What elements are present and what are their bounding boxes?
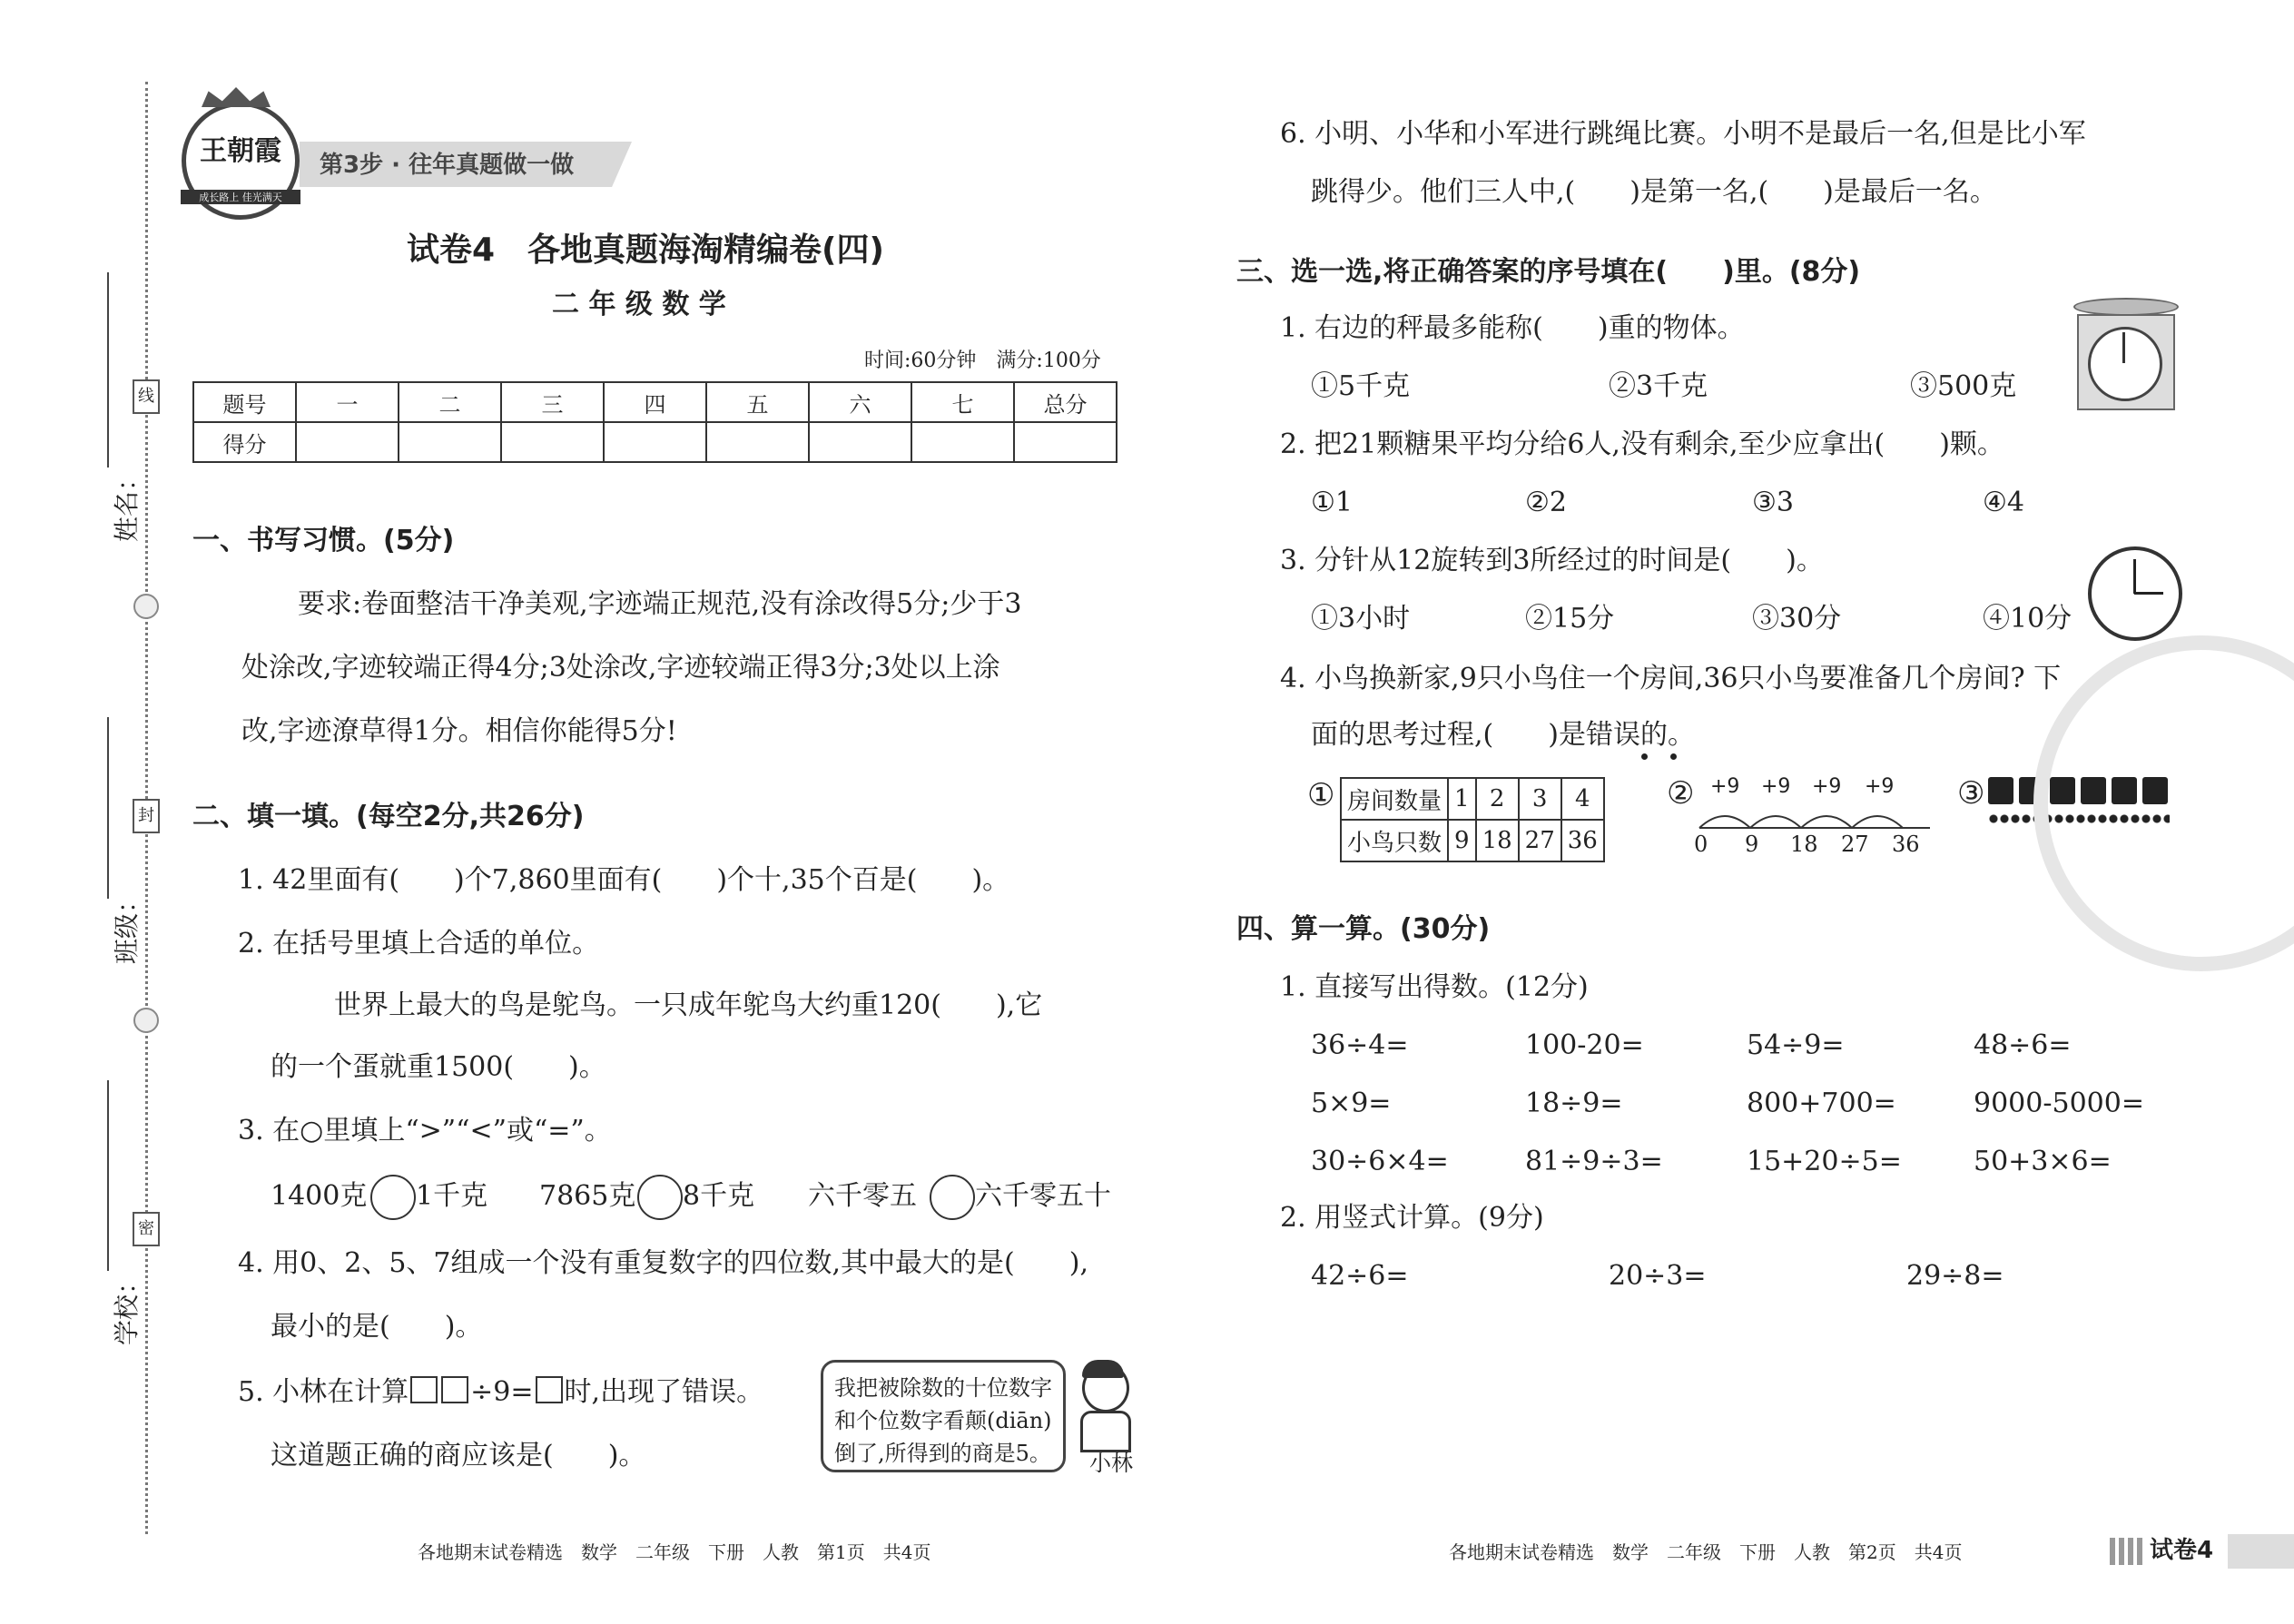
table-cell: 2 [1476, 778, 1519, 820]
brand-logo [182, 102, 300, 220]
s3-q3-opt: ③30分 [1752, 603, 1842, 635]
s4-q2: 2. 用竖式计算。(9分) [1280, 1202, 1544, 1234]
step-label: +9 [1865, 775, 1895, 798]
table-cell: 4 [1561, 778, 1604, 820]
binding-hole [133, 594, 159, 619]
s2-q6-line2: 跳得少。他们三人中,( )是第一名,( )是最后一名。 [1311, 176, 1997, 208]
table-cell: 18 [1476, 820, 1519, 861]
s2-q2-line2: 的一个蛋就重1500( )。 [271, 1051, 606, 1083]
score-header-cell: 六 [809, 382, 911, 422]
number-line-diagram [1692, 773, 1937, 864]
table-cell: 1 [1448, 778, 1476, 820]
score-input-cell[interactable] [911, 422, 1014, 462]
compare-circle[interactable] [637, 1175, 683, 1220]
s2-q4-line1: 4. 用0、2、5、7组成一个没有重复数字的四位数,其中最大的是( ), [238, 1247, 1088, 1279]
boy-character-icon [1071, 1360, 1135, 1451]
table-cell: 27 [1519, 820, 1561, 861]
s3-q4-line2: 面的思考过程,( )是错误的。 [1311, 719, 1695, 751]
s3-q3: 3. 分针从12旋转到3所经过的时间是( )。 [1280, 545, 1824, 576]
s3-q1: 1. 右边的秤最多能称( )重的物体。 [1280, 312, 1745, 344]
score-table-score-row [193, 422, 1117, 462]
score-input-cell[interactable] [501, 422, 604, 462]
bubble-line: 倒了,所得到的商是5。 [834, 1441, 1051, 1466]
watermark-seal [2033, 635, 2294, 971]
score-header-cell: 四 [604, 382, 706, 422]
score-input-cell[interactable] [1014, 422, 1117, 462]
s2-q3-item1-left: 1400克 [271, 1180, 368, 1212]
page-title: 试卷4 各地真题海淘精编卷(四) [407, 231, 884, 269]
name-label: 姓名： [112, 465, 143, 543]
calc-item: 36÷4= [1311, 1029, 1409, 1061]
table-cell: 3 [1519, 778, 1561, 820]
dot-group-icon [1988, 777, 2013, 804]
section2-heading: 二、填一填。(每空2分,共26分) [192, 801, 585, 832]
table-row-label: 小鸟只数 [1341, 820, 1448, 861]
s3-q3-opt: ②15分 [1525, 603, 1615, 635]
compare-circle[interactable] [370, 1175, 416, 1220]
score-row-label: 得分 [193, 422, 296, 462]
s2-q2-line1: 世界上最大的鸟是鸵鸟。一只成年鸵鸟大约重120( ),它 [334, 989, 1043, 1021]
exam-meta: 时间:60分钟 满分:100分 [864, 349, 1101, 372]
s3-q4-opt3-label: ③ [1957, 775, 1985, 812]
emphasis-dot [1670, 753, 1677, 760]
s3-q1-opt: ③500克 [1910, 370, 2017, 402]
footer-left: 各地期末试卷精选 数学 二年级 下册 人教 第1页 共4页 [418, 1541, 931, 1563]
footer-tag: 试卷4 [2150, 1537, 2214, 1564]
school-write-line [107, 1080, 109, 1271]
score-header-cell: 题号 [193, 382, 296, 422]
s2-q3-item1-right: 1千克 [416, 1180, 488, 1212]
score-table-header-row [193, 382, 1117, 422]
step-label: +9 [1812, 775, 1842, 798]
logo-subtext: 成长路上 佳光满天 [181, 190, 300, 204]
logo-text: 王朝霞 [200, 135, 281, 167]
score-header-cell: 七 [911, 382, 1014, 422]
page-subtitle: 二 年 级 数 学 [552, 289, 726, 320]
tick-label: 27 [1841, 832, 1869, 857]
score-header-cell: 二 [399, 382, 501, 422]
score-input-cell[interactable] [296, 422, 399, 462]
s3-q1-opt: ②3千克 [1609, 370, 1708, 402]
vertical-calc-item: 42÷6= [1311, 1260, 1409, 1292]
section1-line: 要求:卷面整洁干净美观,字迹端正规范,没有涂改得5分;少于3 [298, 588, 1022, 620]
score-input-cell[interactable] [399, 422, 501, 462]
vertical-calc-item: 29÷8= [1906, 1260, 2004, 1292]
table-cell: 9 [1448, 820, 1476, 861]
s3-q2-opt: ③3 [1752, 487, 1794, 518]
section1-line: 处涂改,字迹较端正得4分;3处涂改,字迹较端正得3分;3处以上涂 [241, 652, 1000, 684]
cut-mark-secret: 密 [133, 1212, 160, 1246]
step-label: +9 [1761, 775, 1791, 798]
s2-q5-op: ÷9= [470, 1376, 534, 1408]
bubble-line: 和个位数字看颠(diān) [834, 1408, 1052, 1433]
s2-q3-item3-left: 六千零五 [808, 1180, 917, 1212]
name-write-line [107, 272, 109, 468]
s3-q2-opt: ②2 [1525, 487, 1567, 518]
character-name: 小林 [1089, 1451, 1133, 1476]
step-label: 第3步 · 往年真题做一做 [320, 152, 575, 179]
calc-item: 54÷9= [1747, 1029, 1845, 1061]
section1-line: 改,字迹潦草得1分。相信你能得5分! [241, 715, 677, 747]
s2-q2: 2. 在括号里填上合适的单位。 [238, 928, 600, 960]
emphasis-dot [1641, 753, 1648, 760]
calc-item: 30÷6×4= [1311, 1146, 1449, 1177]
tick-label: 0 [1694, 832, 1708, 857]
score-header-cell: 五 [706, 382, 809, 422]
vertical-calc-item: 20÷3= [1609, 1260, 1707, 1292]
binding-hole [133, 1008, 159, 1033]
bubble-line: 我把被除数的十位数字 [834, 1375, 1052, 1401]
s2-q5-prefix: 5. 小林在计算 [238, 1376, 409, 1408]
tick-label: 9 [1745, 832, 1759, 857]
class-write-line [107, 717, 109, 899]
calc-item: 18÷9= [1525, 1088, 1623, 1119]
s3-q2-opt: ①1 [1311, 487, 1353, 518]
s2-q5-line1 [238, 1374, 763, 1411]
digit-box [410, 1376, 438, 1403]
s4-q1: 1. 直接写出得数。(12分) [1280, 971, 1589, 1003]
score-table [192, 381, 1117, 463]
class-label: 班级： [112, 887, 143, 965]
s2-q5-suffix: 时,出现了错误。 [564, 1376, 764, 1408]
s3-q1-opt: ①5千克 [1311, 370, 1411, 402]
footer-tag-pattern [2110, 1538, 2146, 1565]
s2-q5-line2: 这道题正确的商应该是( )。 [271, 1440, 646, 1471]
score-header-cell: 一 [296, 382, 399, 422]
footer-tag-bar [2228, 1534, 2294, 1569]
s2-q3: 3. 在○里填上“>”“<”或“=”。 [238, 1115, 612, 1147]
calc-item: 48÷6= [1974, 1029, 2072, 1061]
clock-icon [2088, 546, 2182, 641]
scale-icon [2068, 298, 2182, 410]
score-header-cell: 总分 [1014, 382, 1117, 422]
calc-item: 15+20÷5= [1747, 1146, 1902, 1177]
school-label: 学校： [112, 1268, 143, 1346]
s3-q4-opt2-label: ② [1667, 775, 1695, 812]
s3-q3-opt: ①3小时 [1311, 603, 1411, 635]
table-cell: 36 [1561, 820, 1604, 861]
s3-q3-opt: ④10分 [1983, 603, 2072, 635]
score-input-cell[interactable] [809, 422, 911, 462]
section1-heading: 一、书写习惯。(5分) [192, 525, 455, 556]
footer-right: 各地期末试卷精选 数学 二年级 下册 人教 第2页 共4页 [1449, 1541, 1963, 1563]
calc-item: 5×9= [1311, 1088, 1392, 1119]
s2-q3-item3-right: 六千零五十 [975, 1180, 1111, 1212]
rooms-birds-table [1340, 777, 1605, 862]
s3-q4-opt1-label: ① [1307, 777, 1335, 813]
s2-q6-line1: 6. 小明、小华和小军进行跳绳比赛。小明不是最后一名,但是比小军 [1280, 118, 2086, 150]
digit-box [441, 1376, 468, 1403]
s2-q3-item2-right: 8千克 [683, 1180, 755, 1212]
step-label: +9 [1710, 775, 1740, 798]
tick-label: 36 [1892, 832, 1920, 857]
section3-heading: 三、选一选,将正确答案的序号填在( )里。(8分) [1236, 256, 1861, 288]
s2-q3-item2-left: 7865克 [539, 1180, 636, 1212]
score-input-cell[interactable] [604, 422, 706, 462]
table-row-label: 房间数量 [1341, 778, 1448, 820]
calc-item: 100-20= [1525, 1029, 1644, 1061]
score-input-cell[interactable] [706, 422, 809, 462]
compare-circle[interactable] [930, 1175, 975, 1220]
cut-mark-seal: 封 [133, 799, 160, 833]
s2-q4-line2: 最小的是( )。 [271, 1311, 483, 1343]
section4-heading: 四、算一算。(30分) [1236, 913, 1491, 945]
calc-item: 800+700= [1747, 1088, 1896, 1119]
speech-bubble [821, 1360, 1066, 1472]
score-header-cell: 三 [501, 382, 604, 422]
digit-box [536, 1376, 563, 1403]
s3-q2: 2. 把21颗糖果平均分给6人,没有剩余,至少应拿出( )颗。 [1280, 428, 2004, 460]
calc-item: 9000-5000= [1974, 1088, 2144, 1119]
calc-item: 81÷9÷3= [1525, 1146, 1663, 1177]
cut-mark-line: 线 [133, 379, 160, 414]
s2-q1: 1. 42里面有( )个7,860里面有( )个十,35个百是( )。 [238, 864, 1010, 896]
tick-label: 18 [1790, 832, 1818, 857]
s3-q2-opt: ④4 [1983, 487, 2024, 518]
calc-item: 50+3×6= [1974, 1146, 2112, 1177]
s3-q4-line1: 4. 小鸟换新家,9只小鸟住一个房间,36只小鸟要准备几个房间? 下 [1280, 663, 2062, 694]
crown-icon [202, 87, 271, 107]
